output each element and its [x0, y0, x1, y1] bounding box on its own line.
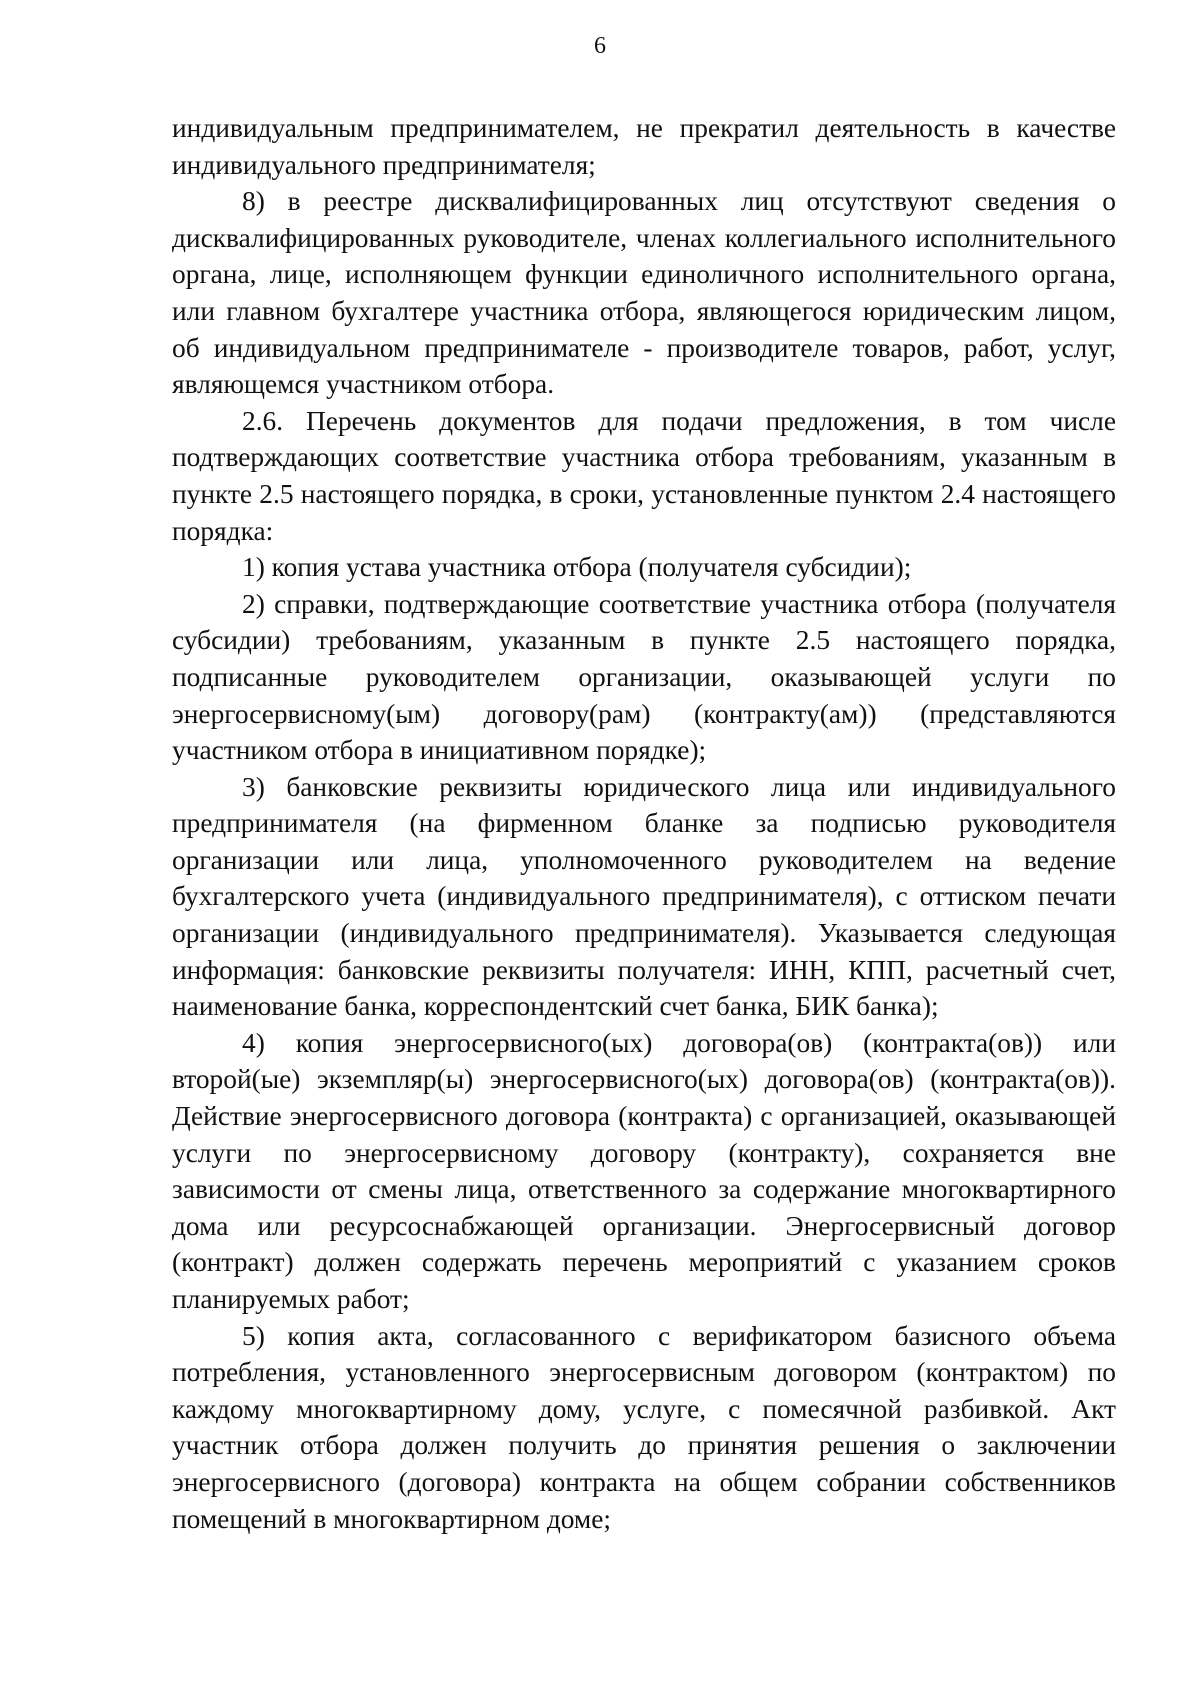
paragraph-section-2-6: 2.6. Перечень документов для подачи предложения, в том числе подтверждающих соответствие участника отбора требованиям, указанным в пункте 2.5 настоящего порядка, в сроки, установленные пунктом 2.4 настоящего порядка: [172, 405, 1116, 546]
page-number: 6 [594, 33, 606, 59]
paragraph-item-4: 4) копия энергосервисного(ых) договора(ов) (контракта(ов)) или второй(ые) экземпляр(ы) энергосервисного(ых) договора(ов) (контракта(ов)). Действие энергосервисного договора (контракта) с организацией, оказывающей услуги по энергосервисному договору (контракту), сохраняется вне зависимости от смены лица, ответственного за содержание многоквартирного дома или ресурсоснабжающей организации. Энергосервисный договор (контракт) должен содержать перечень мероприятий с указанием сроков планируемых работ; [172, 1027, 1116, 1314]
paragraph-item-3: 3) банковские реквизиты юридического лица или индивидуального предпринимателя (на фирменном бланке за подписью руководителя организации или лица, уполномоченного руководителем на ведение бухгалтерского учета (индивидуального предпринимателя), с оттиском печати организации (индивидуального предпринимателя). Указывается следующая информация: банковские реквизиты получателя: ИНН, КПП, расчетный счет, наименование банка, корреспондентский счет банка, БИК банка); [172, 771, 1116, 1022]
paragraph-item-2: 2) справки, подтверждающие соответствие участника отбора (получателя субсидии) требованиям, указанным в пункте 2.5 настоящего порядка, подписанные руководителем организации, оказывающей услуги по энергосервисному(ым) договору(рам) (контракту(ам)) (представляются участником отбора в инициативном порядке); [172, 588, 1116, 766]
paragraph-item-5: 5) копия акта, согласованного с верификатором базисного объема потребления, установленного энергосервисным договором (контрактом) по каждому многоквартирному дому, услуге, с помесячной разбивкой. Акт участник отбора должен получить до принятия решения о заключении энергосервисного (договора) контракта на общем собрании собственников помещений в многоквартирном доме; [172, 1320, 1116, 1534]
document-body [172, 110, 1116, 1537]
paragraph-continuation: индивидуальным предпринимателем, не прекратил деятельность в качестве индивидуального предпринимателя; [172, 113, 1116, 180]
paragraph-item-1: 1) копия устава участника отбора (получателя субсидии); [242, 552, 912, 583]
paragraph-item-8: 8) в реестре дисквалифицированных лиц отсутствуют сведения о дисквалифицированных руководителе, членах коллегиального исполнительного органа, лице, исполняющем функции единоличного исполнительного органа, или главном бухгалтере участника отбора, являющегося юридическим лицом, об индивидуальном предпринимателе - производителе товаров, работ, услуг, являющемся участником отбора. [172, 186, 1116, 400]
